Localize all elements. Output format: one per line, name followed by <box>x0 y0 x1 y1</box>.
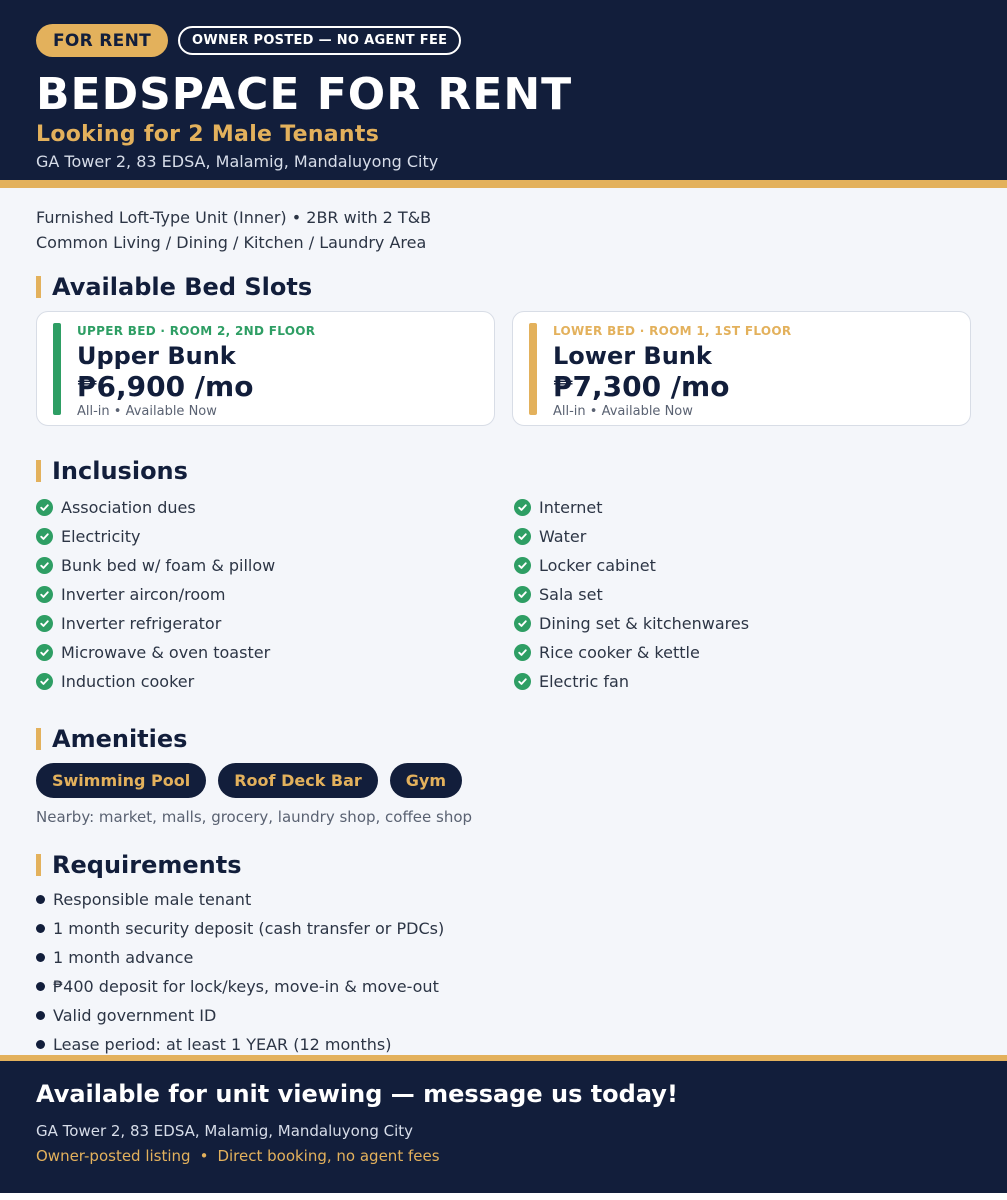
inclusion-label: Association dues <box>61 498 196 517</box>
page-subtitle: Looking for 2 Male Tenants <box>36 122 380 147</box>
header-address: GA Tower 2, 83 EDSA, Malamig, Mandaluyong City <box>36 152 439 171</box>
inclusion-label: Bunk bed w/ foam & pillow <box>61 556 276 575</box>
section-accent-bar <box>36 276 41 298</box>
requirement-label: ₱400 deposit for lock/keys, move-in & move-out <box>53 977 439 996</box>
requirement-label: Responsible male tenant <box>53 890 252 909</box>
inclusion-item <box>514 551 934 580</box>
inclusion-label: Water <box>539 527 587 546</box>
inclusion-label: Sala set <box>539 585 603 604</box>
inclusions-column-left <box>36 493 514 696</box>
requirement-item <box>36 1001 971 1030</box>
bullet-dot-icon <box>36 1011 45 1020</box>
amenity-chip: Roof Deck Bar <box>218 763 378 798</box>
badge-row <box>36 24 971 57</box>
check-circle-icon <box>514 615 531 632</box>
check-circle-icon <box>36 499 53 516</box>
inclusion-item <box>514 638 934 667</box>
slot-info <box>77 323 316 419</box>
footer-note-separator: • <box>199 1147 209 1165</box>
inclusion-item <box>36 638 514 667</box>
requirement-item <box>36 943 971 972</box>
check-circle-icon <box>36 673 53 690</box>
unit-description <box>36 205 971 255</box>
owner-posted-badge: OWNER POSTED — NO AGENT FEE <box>178 26 461 55</box>
bed-slots <box>36 311 971 426</box>
inclusion-item <box>36 580 514 609</box>
requirement-item <box>36 914 971 943</box>
check-circle-icon <box>36 586 53 603</box>
section-title-amenities <box>36 725 971 753</box>
bullet-dot-icon <box>36 924 45 933</box>
amenity-chips <box>36 763 971 798</box>
inclusion-label: Electric fan <box>539 672 629 691</box>
footer-note-left: Owner-posted listing <box>36 1147 191 1165</box>
amenity-chip: Swimming Pool <box>36 763 206 798</box>
main-content <box>0 183 1007 1059</box>
footer-call-to-action: Available for unit viewing — message us today! <box>36 1080 678 1108</box>
slot-name: Upper Bunk <box>77 342 236 370</box>
check-circle-icon <box>514 557 531 574</box>
inclusion-item <box>514 493 934 522</box>
requirement-label: Lease period: at least 1 YEAR (12 months) <box>53 1035 392 1054</box>
bullet-dot-icon <box>36 982 45 991</box>
footer-note-right: Direct booking, no agent fees <box>217 1147 440 1165</box>
slot-accent-bar <box>53 323 61 415</box>
inclusion-item <box>36 551 514 580</box>
inclusion-item <box>36 522 514 551</box>
header <box>0 0 1007 183</box>
inclusions-list <box>36 493 971 696</box>
requirement-item <box>36 885 971 914</box>
inclusion-label: Inverter aircon/room <box>61 585 226 604</box>
inclusion-label: Rice cooker & kettle <box>539 643 700 662</box>
inclusion-item <box>514 580 934 609</box>
footer <box>0 1061 1007 1193</box>
inclusion-item <box>36 667 514 696</box>
requirement-label: 1 month advance <box>53 948 194 967</box>
check-circle-icon <box>36 615 53 632</box>
section-title-requirements <box>36 851 971 879</box>
unit-description-line-1: Furnished Loft-Type Unit (Inner) • 2BR with 2 T&B <box>36 208 432 227</box>
slot-price: ₱6,900 /mo <box>77 370 254 403</box>
slot-info <box>553 323 792 419</box>
amenity-chip: Gym <box>390 763 462 798</box>
inclusion-label: Internet <box>539 498 603 517</box>
bullet-dot-icon <box>36 953 45 962</box>
section-accent-bar <box>36 728 41 750</box>
section-title-bed-slots <box>36 273 971 301</box>
requirement-item <box>36 972 971 1001</box>
slot-tag: UPPER BED · ROOM 2, 2ND FLOOR <box>77 324 316 338</box>
slot-tag: LOWER BED · ROOM 1, 1ST FLOOR <box>553 324 792 338</box>
check-circle-icon <box>36 557 53 574</box>
inclusion-item <box>36 609 514 638</box>
section-title-inclusions <box>36 457 971 485</box>
check-circle-icon <box>36 644 53 661</box>
for-rent-badge: FOR RENT <box>36 24 168 57</box>
unit-description-line-2: Common Living / Dining / Kitchen / Laundry Area <box>36 233 427 252</box>
requirements-list <box>36 885 971 1059</box>
inclusion-label: Locker cabinet <box>539 556 656 575</box>
slot-note: All-in • Available Now <box>77 404 217 419</box>
check-circle-icon <box>514 644 531 661</box>
slot-name: Lower Bunk <box>553 342 712 370</box>
check-circle-icon <box>514 499 531 516</box>
bullet-dot-icon <box>36 895 45 904</box>
slot-card-lower <box>512 311 971 426</box>
requirement-label: 1 month security deposit (cash transfer or PDCs) <box>53 919 445 938</box>
slot-card-upper <box>36 311 495 426</box>
section-accent-bar <box>36 854 41 876</box>
page-title: BEDSPACE FOR RENT <box>36 69 573 120</box>
check-circle-icon <box>514 528 531 545</box>
check-circle-icon <box>514 673 531 690</box>
footer-address: GA Tower 2, 83 EDSA, Malamig, Mandaluyong City <box>36 1122 414 1140</box>
inclusion-label: Inverter refrigerator <box>61 614 222 633</box>
inclusion-label: Induction cooker <box>61 672 195 691</box>
header-divider <box>0 180 1007 188</box>
inclusion-label: Dining set & kitchenwares <box>539 614 750 633</box>
requirement-label: Valid government ID <box>53 1006 217 1025</box>
footer-note <box>36 1146 971 1166</box>
nearby-text: Nearby: market, malls, grocery, laundry shop, coffee shop <box>36 808 473 826</box>
section-accent-bar <box>36 460 41 482</box>
section-title-text: Requirements <box>52 851 242 879</box>
section-title-text: Amenities <box>52 725 188 753</box>
inclusion-item <box>514 609 934 638</box>
inclusion-item <box>514 667 934 696</box>
bottom-edge <box>0 1193 1007 1200</box>
check-circle-icon <box>514 586 531 603</box>
slot-price: ₱7,300 /mo <box>553 370 730 403</box>
inclusion-item <box>514 522 934 551</box>
section-title-text: Inclusions <box>52 457 188 485</box>
bullet-dot-icon <box>36 1040 45 1049</box>
slot-accent-bar <box>529 323 537 415</box>
section-title-text: Available Bed Slots <box>52 273 313 301</box>
slot-note: All-in • Available Now <box>553 404 693 419</box>
inclusion-label: Microwave & oven toaster <box>61 643 271 662</box>
inclusion-label: Electricity <box>61 527 141 546</box>
inclusion-item <box>36 493 514 522</box>
check-circle-icon <box>36 528 53 545</box>
inclusions-column-right <box>514 493 934 696</box>
